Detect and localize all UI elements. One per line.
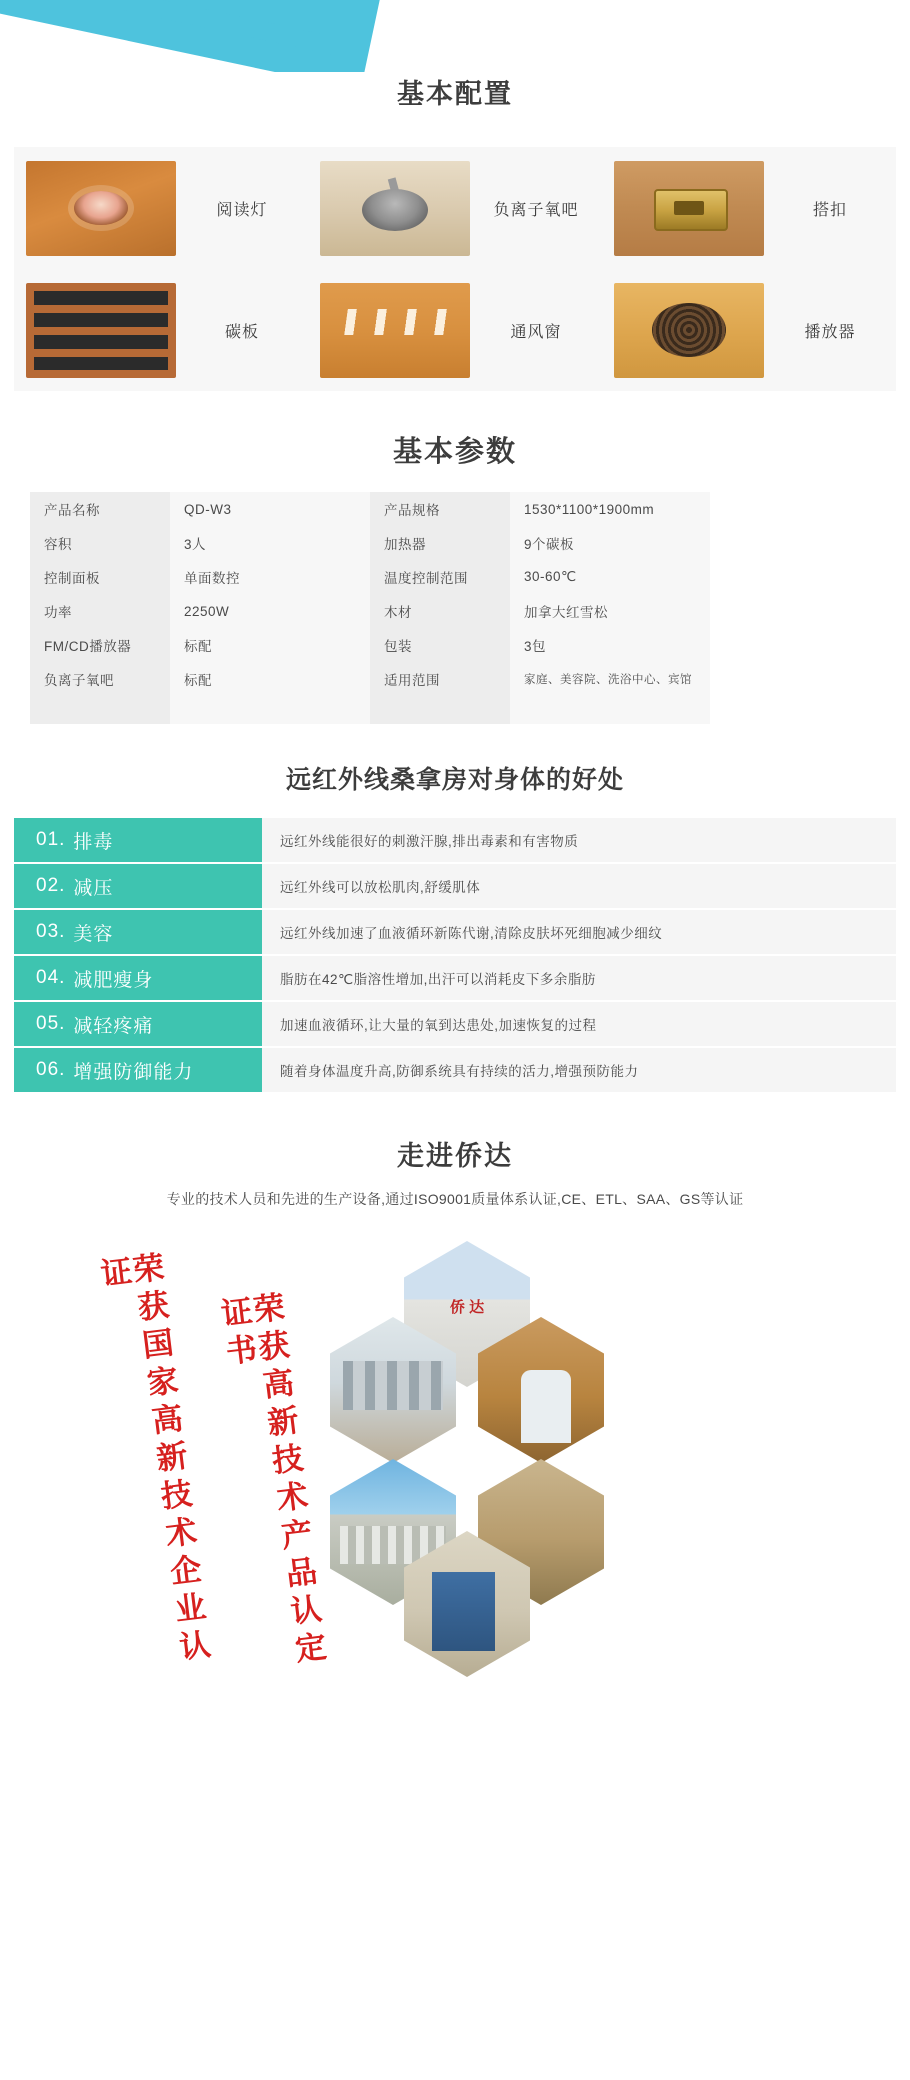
benefit-index: 05. — [36, 1013, 66, 1034]
benefit-item — [14, 1048, 896, 1092]
param-key: 加热器 — [370, 526, 510, 560]
benefit-description: 远红外线能很好的刺激汗腺,排出毒素和有害物质 — [262, 818, 896, 862]
param-value: 标配 — [170, 662, 370, 696]
param-value: 1530*1100*1900mm — [510, 492, 710, 526]
benefit-label — [14, 910, 262, 954]
config-item-label: 搭扣 — [812, 201, 847, 219]
basic-config-grid — [14, 147, 896, 391]
benefit-item — [14, 910, 896, 954]
config-item-ventilation-window — [308, 269, 602, 391]
corner-band-primary — [0, 0, 385, 72]
benefit-item — [14, 956, 896, 1000]
config-item-buckle — [602, 147, 896, 269]
about-subtitle: 专业的技术人员和先进的生产设备,通过ISO9001质量体系认证,CE、ETL、SAA、GS等认证 — [166, 1191, 744, 1207]
basic-params-title: 基本参数 — [392, 436, 517, 468]
param-key: 产品名称 — [30, 492, 170, 526]
carbon-panel-photo — [26, 283, 176, 378]
parameters-table — [30, 492, 880, 724]
param-value: 标配 — [170, 628, 370, 662]
benefit-index: 03. — [36, 921, 66, 942]
param-value: 30-60℃ — [510, 560, 710, 594]
param-value: 3人 — [170, 526, 370, 560]
factory-photo-cluster — [330, 1241, 610, 1671]
benefit-item — [14, 864, 896, 908]
benefit-description: 脂肪在42℃脂溶性增加,出汗可以消耗皮下多余脂肪 — [262, 956, 896, 1000]
config-item-label: 播放器 — [804, 323, 856, 341]
benefits-title: 远红外线桑拿房对身体的好处 — [285, 766, 624, 794]
benefit-name: 减肥瘦身 — [73, 969, 154, 991]
buckle-photo — [614, 161, 764, 256]
benefit-description: 远红外线可以放松肌肉,舒缓肌体 — [262, 864, 896, 908]
benefit-label — [14, 818, 262, 862]
param-value: QD-W3 — [170, 492, 370, 526]
param-value: 家庭、美容院、洗浴中心、宾馆 — [510, 662, 710, 696]
benefit-name: 减压 — [73, 877, 114, 899]
table-filler — [510, 696, 710, 724]
benefit-index: 01. — [36, 829, 66, 850]
config-item-label: 通风窗 — [510, 323, 562, 341]
benefit-item — [14, 818, 896, 862]
benefit-label — [14, 956, 262, 1000]
benefit-item — [14, 1002, 896, 1046]
config-item-reading-light — [14, 147, 308, 269]
certificate-text-product: 荣获高新技术产品认定证书 — [214, 1290, 328, 1672]
ion-oxygen-bar-photo — [320, 161, 470, 256]
param-key: 包装 — [370, 628, 510, 662]
config-item-carbon-panel — [14, 269, 308, 391]
about-title: 走进侨达 — [397, 1141, 513, 1171]
benefit-label — [14, 864, 262, 908]
corner-band-secondary — [0, 0, 335, 54]
basic-config-title: 基本配置 — [397, 79, 513, 109]
reading-light-photo — [26, 161, 176, 256]
config-item-player — [602, 269, 896, 391]
benefit-description: 随着身体温度升高,防御系统具有持续的活力,增强预防能力 — [262, 1048, 896, 1092]
benefit-label — [14, 1048, 262, 1092]
benefit-name: 增强防御能力 — [73, 1061, 194, 1083]
ventilation-window-photo — [320, 283, 470, 378]
player-photo — [614, 283, 764, 378]
param-value: 2250W — [170, 594, 370, 628]
benefits-list — [14, 818, 896, 1092]
benefit-label — [14, 1002, 262, 1046]
benefit-index: 04. — [36, 967, 66, 988]
table-filler — [30, 696, 170, 724]
about-media-block — [0, 1235, 910, 1675]
benefit-description: 远红外线加速了血液循环新陈代谢,清除皮肤坏死细胞减少细纹 — [262, 910, 896, 954]
param-value: 加拿大红雪松 — [510, 594, 710, 628]
table-filler — [170, 696, 370, 724]
corner-decoration — [0, 0, 520, 72]
param-key: 容积 — [30, 526, 170, 560]
param-value: 9个碳板 — [510, 526, 710, 560]
param-key: 温度控制范围 — [370, 560, 510, 594]
certificate-text-national: 荣获国家高新技术企业认证 — [94, 1250, 213, 1670]
param-value: 3包 — [510, 628, 710, 662]
benefit-index: 02. — [36, 875, 66, 896]
table-filler — [370, 696, 510, 724]
param-key: 适用范围 — [370, 662, 510, 696]
config-item-label: 阅读灯 — [216, 201, 268, 219]
benefit-name: 排毒 — [73, 831, 114, 853]
param-key: 产品规格 — [370, 492, 510, 526]
param-key: 负离子氧吧 — [30, 662, 170, 696]
config-item-label: 碳板 — [224, 323, 259, 341]
benefit-name: 减轻疼痛 — [73, 1015, 154, 1037]
benefit-index: 06. — [36, 1059, 66, 1080]
benefit-description: 加速血液循环,让大量的氧到达患处,加速恢复的过程 — [262, 1002, 896, 1046]
param-value: 单面数控 — [170, 560, 370, 594]
param-key: 木材 — [370, 594, 510, 628]
param-key: 功率 — [30, 594, 170, 628]
benefit-name: 美容 — [73, 923, 114, 945]
param-key: 控制面板 — [30, 560, 170, 594]
param-key: FM/CD播放器 — [30, 628, 170, 662]
config-item-ion-oxygen-bar — [308, 147, 602, 269]
config-item-label: 负离子氧吧 — [493, 201, 579, 219]
